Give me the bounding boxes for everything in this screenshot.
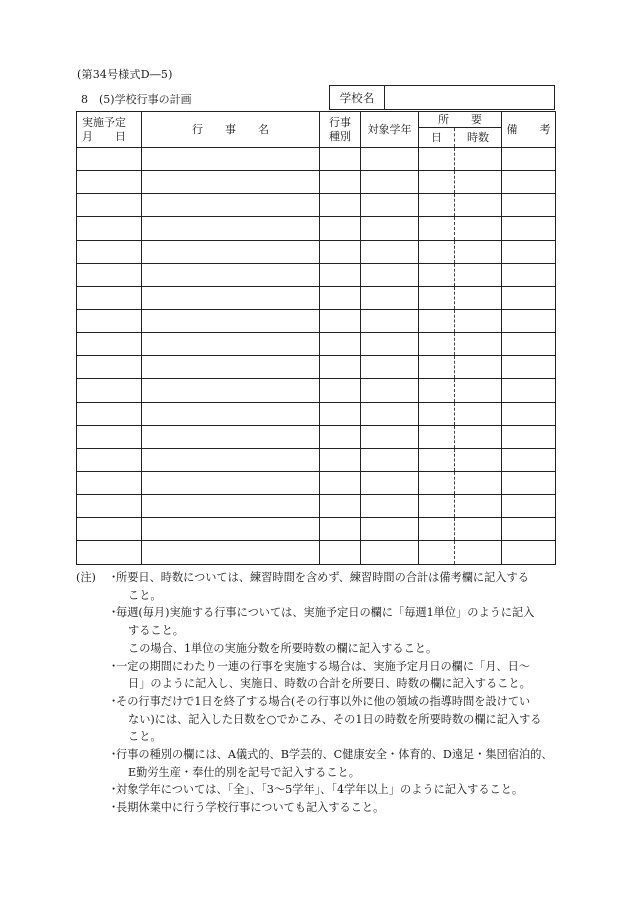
note-item (108, 658, 566, 693)
required-hours-cell[interactable] (455, 333, 502, 356)
date-cell[interactable] (77, 402, 142, 425)
event-name-cell[interactable] (142, 448, 320, 471)
target-grade-cell[interactable] (361, 379, 419, 402)
remarks-cell[interactable] (502, 194, 556, 217)
required-days-cell[interactable] (419, 518, 455, 541)
required-hours-cell[interactable] (455, 286, 502, 309)
date-cell[interactable] (77, 495, 142, 518)
event-type-cell[interactable] (320, 448, 361, 471)
required-hours-cell[interactable] (455, 448, 502, 471)
table-row (77, 309, 556, 332)
remarks-cell[interactable] (502, 356, 556, 379)
note-line: こと。 (128, 588, 162, 602)
target-grade-cell[interactable] (361, 263, 419, 286)
table-row (77, 541, 556, 564)
date-cell[interactable] (77, 217, 142, 240)
note-item (108, 746, 566, 781)
date-cell[interactable] (77, 333, 142, 356)
required-days-cell[interactable] (419, 240, 455, 263)
remarks-cell[interactable] (502, 471, 556, 494)
event-name-cell[interactable] (142, 263, 320, 286)
required-days-cell[interactable] (419, 402, 455, 425)
remarks-cell[interactable] (502, 217, 556, 240)
event-type-cell[interactable] (320, 541, 361, 564)
remarks-cell[interactable] (502, 171, 556, 194)
date-cell[interactable] (77, 194, 142, 217)
note-line: こと。 (128, 730, 162, 744)
event-type-column-header (320, 112, 361, 148)
date-cell[interactable] (77, 448, 142, 471)
school-name-field[interactable] (385, 86, 554, 109)
event-type-cell[interactable] (320, 148, 361, 171)
event-name-cell[interactable] (142, 240, 320, 263)
bullet-icon: ・ (108, 606, 120, 620)
event-type-cell[interactable] (320, 286, 361, 309)
table-row (77, 356, 556, 379)
required-hours-header: 時数 (455, 128, 502, 148)
required-column-header: 所 要 (419, 112, 502, 128)
target-grade-cell[interactable] (361, 495, 419, 518)
target-grade-cell[interactable] (361, 425, 419, 448)
notes-list (108, 569, 566, 817)
required-hours-cell[interactable] (455, 425, 502, 448)
required-hours-cell[interactable] (455, 217, 502, 240)
table-row (77, 518, 556, 541)
target-grade-cell[interactable] (361, 171, 419, 194)
date-header-line2: 月 日 (82, 129, 126, 143)
note-line: この場合、1単位の実施分数を所要時数の欄に記入すること。 (128, 641, 438, 655)
table-row (77, 286, 556, 309)
target-grade-cell[interactable] (361, 518, 419, 541)
note-line: E勤労生産・奉仕的別を記号で記入すること。 (128, 765, 360, 779)
bullet-icon: ・ (108, 801, 120, 815)
required-days-cell[interactable] (419, 309, 455, 332)
required-hours-cell[interactable] (455, 356, 502, 379)
remarks-cell[interactable] (502, 495, 556, 518)
bullet-icon: ・ (108, 748, 120, 762)
table-row (77, 471, 556, 494)
event-name-cell[interactable] (142, 171, 320, 194)
school-name-label: 学校名 (330, 86, 385, 109)
note-line: 対象学年については、「全」、「3～5学年」、「4学年以上」のように記入すること。 (116, 783, 524, 797)
remarks-cell[interactable] (502, 148, 556, 171)
required-hours-cell[interactable] (455, 402, 502, 425)
event-plan-table (76, 111, 556, 565)
form-heading: 8 (5)学校行事の計画 (81, 93, 192, 106)
notes-prefix: (注) (76, 571, 96, 584)
required-hours-cell[interactable] (455, 471, 502, 494)
remarks-cell[interactable] (502, 402, 556, 425)
event-type-cell[interactable] (320, 171, 361, 194)
required-hours-cell[interactable] (455, 541, 502, 564)
event-type-cell[interactable] (320, 240, 361, 263)
table-row (77, 425, 556, 448)
event-name-cell[interactable] (142, 541, 320, 564)
required-hours-cell[interactable] (455, 518, 502, 541)
required-days-cell[interactable] (419, 541, 455, 564)
event-name-cell[interactable] (142, 518, 320, 541)
required-days-cell[interactable] (419, 448, 455, 471)
required-days-cell[interactable] (419, 194, 455, 217)
required-days-cell[interactable] (419, 333, 455, 356)
target-grade-cell[interactable] (361, 286, 419, 309)
type-header-line2: 種別 (329, 129, 351, 143)
date-header-line1: 実施予定 (82, 116, 126, 130)
event-type-cell[interactable] (320, 194, 361, 217)
date-cell[interactable] (77, 471, 142, 494)
remarks-cell[interactable] (502, 309, 556, 332)
note-item (108, 604, 566, 657)
date-cell[interactable] (77, 148, 142, 171)
event-name-cell[interactable] (142, 194, 320, 217)
table-row (77, 194, 556, 217)
table-row (77, 263, 556, 286)
date-cell[interactable] (77, 309, 142, 332)
event-type-cell[interactable] (320, 309, 361, 332)
required-days-cell[interactable] (419, 286, 455, 309)
table-row (77, 333, 556, 356)
target-grade-cell[interactable] (361, 448, 419, 471)
date-cell[interactable] (77, 263, 142, 286)
event-type-cell[interactable] (320, 518, 361, 541)
note-item (108, 799, 566, 817)
remarks-cell[interactable] (502, 541, 556, 564)
event-type-cell[interactable] (320, 356, 361, 379)
date-column-header (77, 112, 142, 148)
required-days-cell[interactable] (419, 171, 455, 194)
required-days-cell[interactable] (419, 148, 455, 171)
required-hours-cell[interactable] (455, 309, 502, 332)
event-name-cell[interactable] (142, 379, 320, 402)
remarks-cell[interactable] (502, 379, 556, 402)
event-name-cell[interactable] (142, 309, 320, 332)
event-name-cell[interactable] (142, 148, 320, 171)
required-hours-cell[interactable] (455, 171, 502, 194)
event-type-cell[interactable] (320, 217, 361, 240)
required-hours-cell[interactable] (455, 194, 502, 217)
required-hours-cell[interactable] (455, 379, 502, 402)
date-cell[interactable] (77, 541, 142, 564)
required-days-cell[interactable] (419, 356, 455, 379)
note-item (108, 569, 566, 604)
required-hours-cell[interactable] (455, 495, 502, 518)
notes-section (76, 569, 566, 817)
event-name-cell[interactable] (142, 471, 320, 494)
event-name-cell[interactable] (142, 217, 320, 240)
required-hours-cell[interactable] (455, 148, 502, 171)
remarks-cell[interactable] (502, 240, 556, 263)
date-cell[interactable] (77, 518, 142, 541)
target-grade-cell[interactable] (361, 240, 419, 263)
note-line: 毎週(毎月)実施する行事については、実施予定日の欄に「毎週1単位」のように記入 (116, 606, 535, 620)
event-name-cell[interactable] (142, 356, 320, 379)
table-row (77, 402, 556, 425)
required-days-header: 日 (419, 128, 455, 148)
target-grade-cell[interactable] (361, 541, 419, 564)
note-line: その行事だけで1日を終了する場合(その行事以外に他の領域の指導時間を設けてい (116, 694, 531, 708)
note-line: ない)には、記入した日数を○でかこみ、その1日の時数を所要時数の欄に記入する (128, 712, 542, 726)
date-cell[interactable] (77, 240, 142, 263)
target-grade-cell[interactable] (361, 471, 419, 494)
target-grade-column-header: 対象学年 (361, 112, 419, 148)
target-grade-cell[interactable] (361, 194, 419, 217)
event-name-column-header (142, 112, 320, 148)
note-line: 一定の期間にわたり一連の行事を実施する場合は、実施予定月日の欄に「月、日～ (116, 659, 530, 673)
type-header-line1: 行事 (329, 116, 351, 130)
date-cell[interactable] (77, 286, 142, 309)
required-days-cell[interactable] (419, 217, 455, 240)
event-name-cell[interactable] (142, 495, 320, 518)
required-days-cell[interactable] (419, 263, 455, 286)
table-row (77, 448, 556, 471)
event-name-cell[interactable] (142, 402, 320, 425)
required-hours-cell[interactable] (455, 263, 502, 286)
table-row (77, 171, 556, 194)
note-item (108, 693, 566, 746)
required-days-cell[interactable] (419, 471, 455, 494)
table-row (77, 148, 556, 171)
note-line: 長期休業中に行う学校行事についても記入すること。 (116, 801, 385, 815)
date-cell[interactable] (77, 425, 142, 448)
date-cell[interactable] (77, 356, 142, 379)
event-type-cell[interactable] (320, 425, 361, 448)
target-grade-cell[interactable] (361, 402, 419, 425)
table-row (77, 217, 556, 240)
bullet-icon: ・ (108, 694, 120, 708)
date-cell[interactable] (77, 171, 142, 194)
event-type-cell[interactable] (320, 379, 361, 402)
remarks-column-header: 備 考 (502, 112, 556, 148)
remarks-cell[interactable] (502, 333, 556, 356)
bullet-icon: ・ (108, 659, 120, 673)
event-name-cell[interactable] (142, 286, 320, 309)
note-line: 所要日、時数については、練習時間を含めず、練習時間の合計は備考欄に記入する (116, 571, 529, 584)
event-type-cell[interactable] (320, 471, 361, 494)
note-line: 日」のように記入し、実施日、時数の合計を所要日、時数の欄に記入すること。 (128, 677, 531, 691)
target-grade-cell[interactable] (361, 356, 419, 379)
remarks-cell[interactable] (502, 286, 556, 309)
target-grade-cell[interactable] (361, 309, 419, 332)
required-days-cell[interactable] (419, 425, 455, 448)
required-days-cell[interactable] (419, 379, 455, 402)
required-hours-cell[interactable] (455, 240, 502, 263)
event-type-cell[interactable] (320, 402, 361, 425)
note-item (108, 781, 566, 799)
target-grade-cell[interactable] (361, 333, 419, 356)
note-line: 行事の種別の欄には、A儀式的、B学芸的、C健康安全・体育的、D遠足・集団宿泊的、 (116, 748, 553, 762)
table-row (77, 240, 556, 263)
event-name-header-label: 行 事 名 (192, 122, 269, 136)
required-days-cell[interactable] (419, 495, 455, 518)
date-cell[interactable] (77, 379, 142, 402)
table-row (77, 495, 556, 518)
event-name-cell[interactable] (142, 333, 320, 356)
event-type-cell[interactable] (320, 495, 361, 518)
bullet-icon: ・ (108, 783, 120, 797)
remarks-cell[interactable] (502, 425, 556, 448)
remarks-cell[interactable] (502, 448, 556, 471)
target-grade-cell[interactable] (361, 217, 419, 240)
remarks-cell[interactable] (502, 263, 556, 286)
event-name-cell[interactable] (142, 425, 320, 448)
table-row (77, 379, 556, 402)
bullet-icon: ・ (108, 571, 120, 584)
event-type-cell[interactable] (320, 333, 361, 356)
target-grade-cell[interactable] (361, 148, 419, 171)
event-type-cell[interactable] (320, 263, 361, 286)
school-name-box (329, 85, 555, 110)
note-line: すること。 (128, 624, 184, 638)
form-code: (第34号様式D―5) (77, 68, 173, 81)
remarks-cell[interactable] (502, 518, 556, 541)
